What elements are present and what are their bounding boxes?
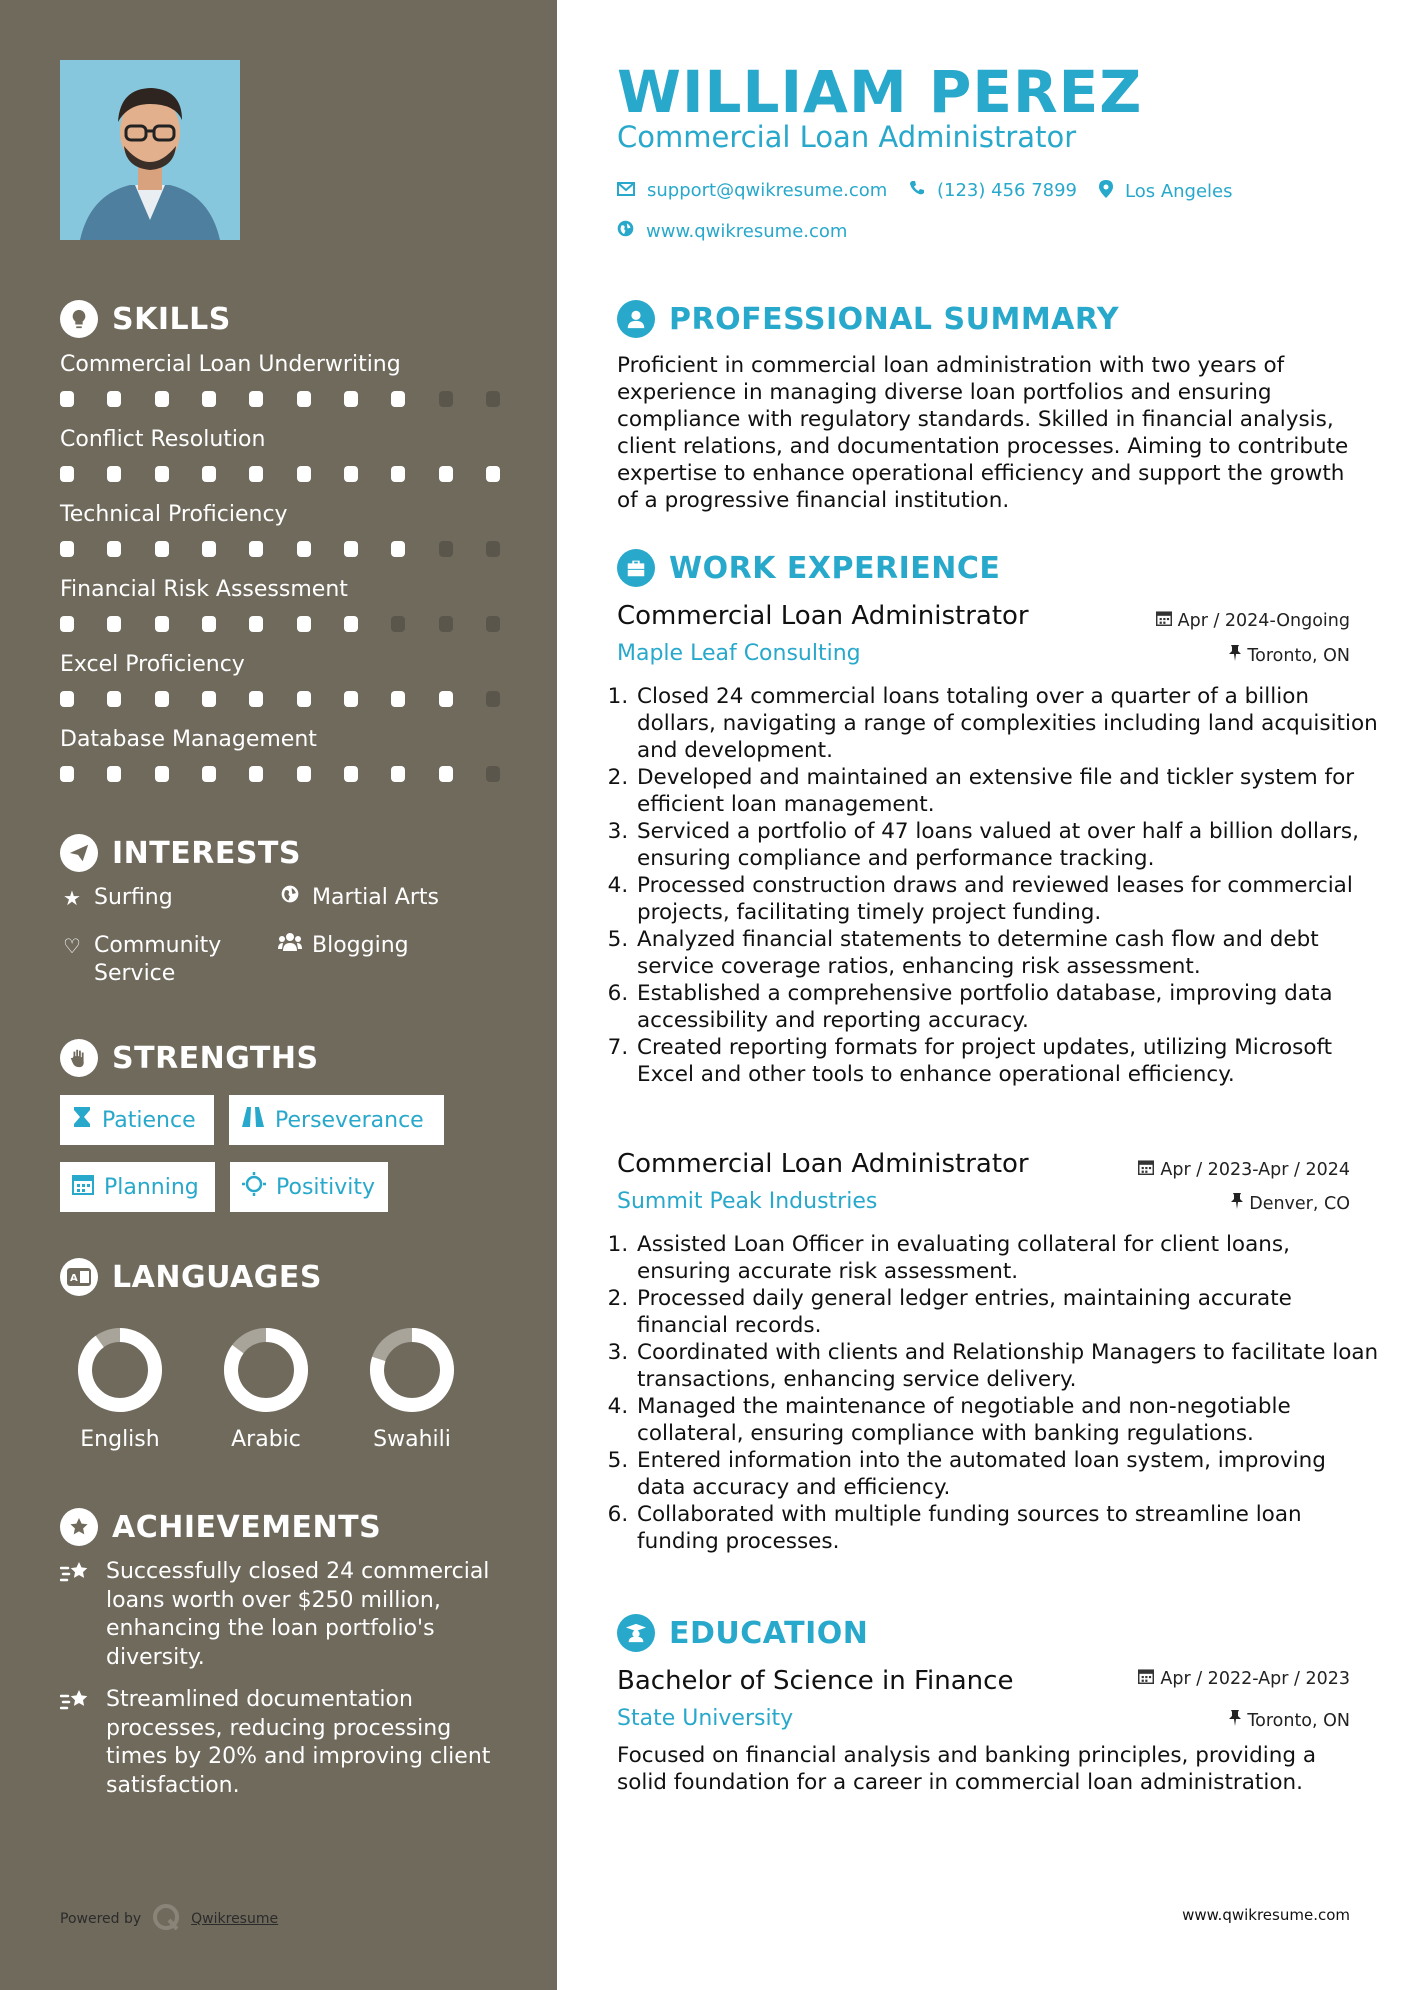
strength-chip: Patience — [60, 1095, 214, 1145]
skill-rating — [60, 541, 500, 557]
rating-dot — [202, 691, 216, 707]
hand-icon — [60, 1039, 98, 1077]
job-dates: Apr / 2023-Apr / 2024 — [1138, 1159, 1350, 1180]
rating-dot — [439, 466, 453, 482]
footer-url[interactable]: www.qwikresume.com — [1182, 1906, 1350, 1924]
rating-dot — [391, 691, 405, 707]
education-text: Focused on financial analysis and banking principles, providing a solid foundation for a career in commercial loan administration. — [617, 1743, 1316, 1795]
rating-dot — [155, 766, 169, 782]
graduate-icon — [617, 1614, 655, 1652]
rating-dot — [107, 541, 121, 557]
star-icon: ★ — [63, 886, 81, 910]
email-contact[interactable]: support@qwikresume.com — [617, 180, 887, 201]
rating-dot — [486, 616, 500, 632]
rating-dot — [297, 616, 311, 632]
language-name: Arabic — [231, 1427, 301, 1452]
calendar-icon — [1138, 1159, 1154, 1180]
skill-item — [60, 352, 500, 407]
map-pin-icon — [1099, 180, 1113, 203]
pin-icon — [1229, 645, 1241, 666]
achievement-item: Successfully closed 24 commercial loans worth over $250 million, enhancing the loan portfolio's diversity. — [60, 1558, 500, 1672]
shooting-star-icon — [60, 1558, 94, 1672]
rating-dot — [297, 541, 311, 557]
rating-dot — [486, 466, 500, 482]
rating-dot — [60, 541, 74, 557]
rating-dot — [155, 466, 169, 482]
candidate-title: Commercial Loan Administrator — [617, 120, 1077, 154]
rating-dot — [391, 466, 405, 482]
briefcase-icon — [617, 549, 655, 587]
phone-icon — [909, 180, 925, 201]
rating-dot — [344, 616, 358, 632]
interests-heading: INTERESTS — [60, 834, 301, 872]
responsibility-item: 2. Developed and maintained an extensive file and tickler system for efficient loan management. — [635, 764, 1380, 818]
strengths-heading: STRENGTHS — [60, 1039, 319, 1077]
phone-contact[interactable]: (123) 456 7899 — [909, 180, 1077, 201]
job-location: Denver, CO — [1231, 1193, 1350, 1214]
powered-by: Powered by Qwikresume — [60, 1902, 278, 1936]
rating-dot — [107, 691, 121, 707]
language-name: English — [80, 1427, 160, 1452]
rating-dot — [60, 616, 74, 632]
skill-item — [60, 427, 500, 482]
rating-dot — [344, 766, 358, 782]
rating-dot — [202, 541, 216, 557]
rating-dot — [249, 691, 263, 707]
rating-dot — [344, 541, 358, 557]
rating-dot — [60, 766, 74, 782]
summary-heading: PROFESSIONAL SUMMARY — [617, 300, 1119, 338]
rating-dot — [155, 691, 169, 707]
sun-icon — [242, 1172, 266, 1202]
language-gauge — [221, 1325, 311, 1415]
road-icon — [241, 1107, 265, 1133]
interest-item: ♡ Community Service — [60, 932, 260, 988]
responsibility-item: 3. Serviced a portfolio of 47 loans valued at over half a billion dollars, ensuring compliance and performance tracking. — [635, 818, 1380, 872]
website-contact[interactable]: www.qwikresume.com — [617, 220, 847, 242]
rating-dot — [107, 766, 121, 782]
skill-rating — [60, 766, 500, 782]
education-location: Toronto, ON — [1229, 1710, 1350, 1731]
rating-dot — [297, 766, 311, 782]
rating-dot — [107, 391, 121, 407]
rating-dot — [155, 391, 169, 407]
rating-dot — [391, 391, 405, 407]
rating-dot — [60, 691, 74, 707]
skill-item — [60, 652, 500, 707]
education-dates: Apr / 2022-Apr / 2023 — [1138, 1668, 1350, 1689]
rating-dot — [249, 616, 263, 632]
responsibility-item: 6. Collaborated with multiple funding sources to streamline loan funding processes. — [635, 1501, 1380, 1555]
language-gauge — [367, 1325, 457, 1415]
rating-dot — [486, 391, 500, 407]
location-contact: Los Angeles — [1099, 180, 1233, 203]
responsibility-item: 3. Coordinated with clients and Relationship Managers to facilitate loan transactions, enhancing service delivery. — [635, 1339, 1380, 1393]
skill-name: Excel Proficiency — [60, 652, 245, 677]
summary-text: Proficient in commercial loan administration with two years of experience in managing diverse loan portfolios and ensuring compliance with regulatory standards. Skilled in financial analysis, client relations, and documentation processes. Aiming to contribute expertise to enhance operational efficiency and support the growth of a progressive financial institution. — [617, 353, 1349, 513]
responsibility-item: 1. Closed 24 commercial loans totaling over a quarter of a billion dollars, navigating a range of complexities including land acquisition and development. — [635, 683, 1380, 764]
strength-chip: Planning — [60, 1162, 215, 1212]
language-gauge — [75, 1325, 165, 1415]
degree-title: Bachelor of Science in Finance — [617, 1666, 1014, 1696]
rating-dot — [107, 616, 121, 632]
languages-heading: A LANGUAGES — [60, 1258, 322, 1296]
main-content — [557, 0, 1407, 1990]
responsibility-item: 1. Assisted Loan Officer in evaluating collateral for client loans, ensuring accurate risk assessment. — [635, 1231, 1380, 1285]
rating-dot — [202, 616, 216, 632]
shooting-star-icon — [60, 1686, 94, 1800]
rating-dot — [486, 691, 500, 707]
skill-rating — [60, 616, 500, 632]
job-location: Toronto, ON — [1229, 645, 1350, 666]
calendar-icon — [72, 1173, 94, 1201]
skills-heading: SKILLS — [60, 300, 231, 338]
envelope-icon — [617, 180, 635, 201]
education-heading: EDUCATION — [617, 1614, 868, 1652]
rating-dot — [439, 616, 453, 632]
strength-chip: Positivity — [230, 1162, 388, 1212]
company-name: Summit Peak Industries — [617, 1189, 878, 1214]
skill-item — [60, 577, 500, 632]
sidebar — [0, 0, 557, 1990]
skill-rating — [60, 466, 500, 482]
rating-dot — [297, 391, 311, 407]
skill-rating — [60, 691, 500, 707]
job-title: Commercial Loan Administrator — [617, 1149, 1029, 1179]
rating-dot — [202, 766, 216, 782]
rating-dot — [202, 391, 216, 407]
gauge-fill — [85, 1335, 155, 1405]
job-dates: Apr / 2024-Ongoing — [1156, 610, 1350, 631]
rating-dot — [439, 541, 453, 557]
rating-dot — [439, 766, 453, 782]
responsibility-item: 5. Entered information into the automated loan system, improving data accuracy and efficiency. — [635, 1447, 1380, 1501]
rating-dot — [249, 541, 263, 557]
user-icon — [617, 300, 655, 338]
calendar-icon — [1156, 610, 1172, 631]
interest-item: ★ Surfing — [60, 884, 173, 912]
rating-dot — [439, 391, 453, 407]
candidate-name: WILLIAM PEREZ — [617, 58, 1143, 126]
skill-item — [60, 502, 500, 557]
achievements-heading: ACHIEVEMENTS — [60, 1508, 381, 1546]
skill-rating — [60, 391, 500, 407]
lightbulb-icon — [60, 300, 98, 338]
rating-dot — [344, 691, 358, 707]
school-name: State University — [617, 1706, 794, 1731]
rating-dot — [486, 766, 500, 782]
brand-link[interactable]: Qwikresume — [191, 1911, 279, 1927]
achievement-item: Streamlined documentation processes, reducing processing times by 20% and improving client satisfaction. — [60, 1686, 500, 1800]
rating-dot — [439, 691, 453, 707]
language-icon — [60, 1258, 98, 1296]
globe-icon — [278, 884, 302, 904]
skill-name: Commercial Loan Underwriting — [60, 352, 401, 377]
job-title: Commercial Loan Administrator — [617, 601, 1029, 631]
rating-dot — [344, 466, 358, 482]
pin-icon — [1231, 1193, 1243, 1214]
hourglass-icon — [72, 1106, 92, 1134]
language-item — [211, 1325, 321, 1452]
rating-dot — [249, 391, 263, 407]
heart-icon: ♡ — [63, 934, 81, 958]
job-responsibilities — [617, 683, 1380, 1088]
rating-dot — [486, 541, 500, 557]
strength-chip: Perseverance — [229, 1095, 444, 1145]
rating-dot — [249, 766, 263, 782]
language-item — [357, 1325, 467, 1452]
calendar-icon — [1138, 1668, 1154, 1689]
rating-dot — [202, 466, 216, 482]
svg-text:A: A — [70, 1273, 79, 1284]
qwikresume-logo-icon — [151, 1902, 181, 1936]
rating-dot — [297, 466, 311, 482]
pin-icon — [1229, 1710, 1241, 1731]
paper-plane-icon — [60, 834, 98, 872]
job-responsibilities — [617, 1231, 1380, 1555]
rating-dot — [155, 616, 169, 632]
responsibility-item: 7. Created reporting formats for project updates, utilizing Microsoft Excel and other tools to enhance operational efficiency. — [635, 1034, 1380, 1088]
skill-name: Financial Risk Assessment — [60, 577, 348, 602]
rating-dot — [297, 691, 311, 707]
responsibility-item: 6. Established a comprehensive portfolio database, improving data accessibility and reporting accuracy. — [635, 980, 1380, 1034]
responsibility-item: 4. Managed the maintenance of negotiable and non-negotiable collateral, ensuring compliance with banking regulations. — [635, 1393, 1380, 1447]
skill-name: Conflict Resolution — [60, 427, 266, 452]
rating-dot — [391, 541, 405, 557]
interest-item: Blogging — [278, 932, 409, 960]
award-star-icon — [60, 1508, 98, 1546]
skill-name: Technical Proficiency — [60, 502, 288, 527]
rating-dot — [107, 466, 121, 482]
rating-dot — [391, 766, 405, 782]
responsibility-item: 5. Analyzed financial statements to determine cash flow and debt service coverage ratios, enhancing risk assessment. — [635, 926, 1380, 980]
language-item — [65, 1325, 175, 1452]
responsibility-item: 2. Processed daily general ledger entries, maintaining accurate financial records. — [635, 1285, 1380, 1339]
rating-dot — [391, 616, 405, 632]
rating-dot — [60, 391, 74, 407]
company-name: Maple Leaf Consulting — [617, 641, 861, 666]
interest-item: Martial Arts — [278, 884, 439, 912]
responsibility-item: 4. Processed construction draws and reviewed leases for commercial projects, facilitating timely project funding. — [635, 872, 1380, 926]
globe-icon — [617, 220, 634, 242]
rating-dot — [249, 466, 263, 482]
language-name: Swahili — [373, 1427, 451, 1452]
skill-name: Database Management — [60, 727, 317, 752]
rating-dot — [155, 541, 169, 557]
rating-dot — [60, 466, 74, 482]
rating-dot — [344, 391, 358, 407]
profile-photo — [60, 60, 240, 240]
experience-heading: WORK EXPERIENCE — [617, 549, 1000, 587]
skill-item — [60, 727, 500, 782]
users-icon — [278, 932, 302, 952]
